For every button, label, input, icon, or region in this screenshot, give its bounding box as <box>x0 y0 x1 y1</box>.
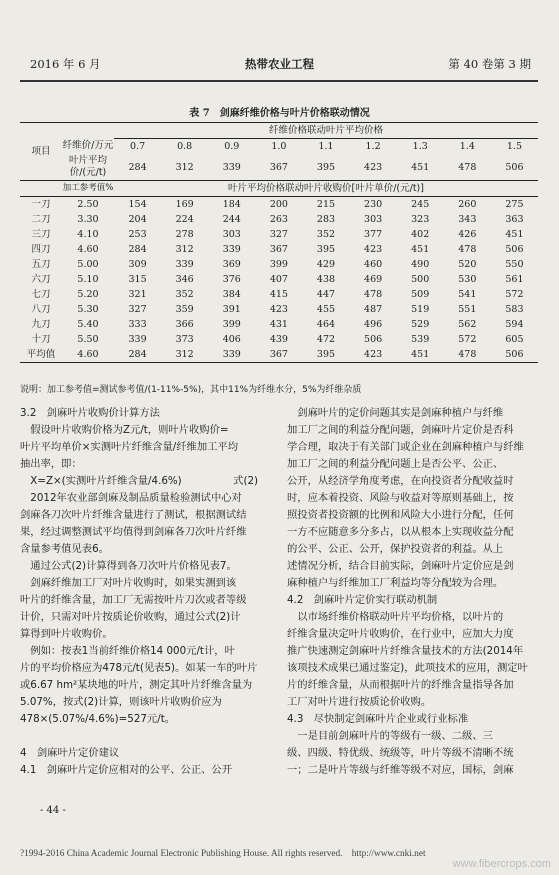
page-number: - 44 - <box>40 805 66 816</box>
table-row <box>20 332 538 347</box>
paragraph-line: 剑麻纤维加工厂对叶片收购时，如果实测到该 <box>20 577 237 589</box>
price-cell: 359 <box>175 304 194 315</box>
price-cell: 429 <box>316 259 336 270</box>
row-label: 五刀 <box>31 259 51 270</box>
left-column <box>20 405 278 779</box>
table-row <box>20 257 538 272</box>
paragraph-line: 加工厂之间的利益分配问题，剑麻叶片定价是否科 <box>287 424 514 436</box>
price-cell: 244 <box>222 214 241 225</box>
ref-value: 5.20 <box>77 289 99 300</box>
price-cell: 391 <box>222 304 241 315</box>
row-label: 一刀 <box>31 199 51 210</box>
leaf-avg-price: 312 <box>175 161 194 173</box>
price-cell: 339 <box>128 334 147 345</box>
price-cell: 303 <box>222 229 241 240</box>
section-heading: 4.3 尽快制定剑麻叶片企业或行业标准 <box>287 713 469 725</box>
price-cell: 200 <box>269 199 288 210</box>
price-cell: 369 <box>222 259 241 270</box>
price-table <box>20 122 538 363</box>
paragraph-line: 抽出率，即： <box>20 458 82 470</box>
price-cell: 407 <box>269 274 288 285</box>
paragraph-line: 果，经过调整测试平均值得到剑麻各刀次叶片纤维 <box>20 526 247 538</box>
row-label: 三刀 <box>31 229 51 240</box>
price-cell: 399 <box>269 259 288 270</box>
price-cell: 506 <box>364 334 383 345</box>
price-cell: 451 <box>411 244 430 255</box>
paragraph-line: 算得到叶片收购价。 <box>20 628 113 640</box>
price-cell: 500 <box>411 274 430 285</box>
leaf-avg-price: 284 <box>128 161 147 173</box>
price-cell: 530 <box>458 274 477 285</box>
row-label: 六刀 <box>31 274 51 285</box>
leaf-avg-price: 423 <box>364 161 383 173</box>
price-cell: 506 <box>505 244 524 255</box>
price-cell: 455 <box>316 304 336 315</box>
table-caption: 表 7 剑麻纤维价格与叶片价格联动情况 <box>189 108 370 119</box>
paragraph-line: 或6.67 hm²某块地的叶片，测定其叶片纤维含量为 <box>20 679 253 691</box>
row-label: 四刀 <box>31 244 51 255</box>
price-cell: 426 <box>458 229 477 240</box>
price-cell: 423 <box>269 304 288 315</box>
leaf-avg-price: 367 <box>269 161 288 173</box>
price-cell: 478 <box>364 289 383 300</box>
price-cell: 343 <box>458 214 477 225</box>
price-cell: 472 <box>316 334 336 345</box>
paragraph-line: 麻种植户与纤维加工厂利益均等分配较为合理。 <box>287 577 504 589</box>
price-cell: 438 <box>316 274 336 285</box>
paragraph-line: 该项技术成果已通过鉴定)，此项技术的应用，测定叶 <box>287 662 528 674</box>
price-cell: 323 <box>411 214 430 225</box>
price-cell: 376 <box>222 274 241 285</box>
section-heading: 4 剑麻叶片定价建议 <box>20 747 120 759</box>
table-row <box>20 212 538 227</box>
price-cell: 395 <box>316 244 336 255</box>
price-cell: 339 <box>208 347 255 363</box>
paragraph-line: 述情况分析，结合目前实际，剑麻叶片定价应是剑 <box>287 560 514 572</box>
price-cell: 283 <box>316 214 336 225</box>
fiber-price: 0.7 <box>130 141 146 152</box>
ref-value: 4.60 <box>62 347 114 363</box>
copyright-footer: ?1994-2016 China Academic Journal Electronic Publishing House. All rights reserved. http://www.cnki.net <box>20 849 426 859</box>
fiber-price-label: 纤维价/万元 <box>62 140 114 152</box>
price-cell: 230 <box>364 199 383 210</box>
paragraph-line: 一；二是叶片等级与纤维等级不对应，国标，剑麻 <box>287 764 514 776</box>
ref-value: 4.60 <box>77 244 99 255</box>
price-cell: 327 <box>128 304 147 315</box>
price-cell: 487 <box>364 304 383 315</box>
table-row <box>20 197 538 213</box>
item-header: 项目 <box>20 123 62 181</box>
price-cell: 460 <box>364 259 383 270</box>
price-cell: 439 <box>269 334 288 345</box>
price-cell: 605 <box>505 334 524 345</box>
table-row <box>20 242 538 257</box>
price-cell: 245 <box>411 199 430 210</box>
fiber-price: 1.0 <box>271 141 287 152</box>
fiber-price: 1.5 <box>506 141 522 152</box>
leaf-avg-price: 478 <box>458 161 477 173</box>
table-row <box>20 317 538 332</box>
table-row <box>20 227 538 242</box>
paragraph-line: X=Z×(实测叶片纤维含量/4.6%) 式(2) <box>20 475 259 487</box>
price-cell: 363 <box>505 214 524 225</box>
fiber-group-header: 纤维价格联动叶片平均价格 <box>114 123 538 139</box>
row-label: 七刀 <box>31 289 51 300</box>
paragraph-line: 剑麻叶片的定价问题其实是剑麻种植户与纤维 <box>287 407 504 419</box>
price-cell: 333 <box>128 319 147 330</box>
paragraph-line: 的公平、公正、公开，保护投资者的利益。从上 <box>287 543 504 555</box>
price-cell: 366 <box>175 319 194 330</box>
paragraph-line: 加工厂之间的利益分配问题上是否公平、公正、 <box>287 458 504 470</box>
paragraph-line: 一是目前剑麻叶片的等级有一级、二级、三 <box>287 730 493 742</box>
header-journal: 热带农业工程 <box>245 57 314 71</box>
row-label: 八刀 <box>31 304 51 315</box>
price-cell: 469 <box>364 274 383 285</box>
price-cell: 399 <box>222 319 241 330</box>
fiber-price: 0.8 <box>177 141 193 152</box>
paragraph-line: 5.07%，按式(2)计算，则该叶片收购价应为 <box>20 696 222 708</box>
price-cell: 583 <box>505 304 524 315</box>
price-cell: 309 <box>128 259 147 270</box>
price-cell: 284 <box>114 347 161 363</box>
price-cell: 377 <box>364 229 383 240</box>
price-cell: 562 <box>458 319 477 330</box>
section-heading: 4.1 剑麻叶片定价应相对的公平、公正、公开 <box>20 764 233 776</box>
price-cell: 529 <box>411 319 430 330</box>
price-cell: 204 <box>128 214 147 225</box>
price-cell: 539 <box>411 334 430 345</box>
price-cell: 402 <box>411 229 430 240</box>
ref-value: 5.10 <box>77 274 99 285</box>
right-column <box>287 405 545 779</box>
paragraph-line: 2012年农业部剑麻及制品质量检验测试中心对 <box>20 492 242 504</box>
watermark: www.fibercrops.com <box>452 858 551 870</box>
price-cell: 506 <box>491 347 538 363</box>
price-cell: 253 <box>128 229 147 240</box>
price-cell: 184 <box>222 199 241 210</box>
header-rule <box>20 80 538 82</box>
price-cell: 572 <box>458 334 477 345</box>
price-cell: 423 <box>350 347 397 363</box>
paragraph-line: 478×(5.07%/4.6%)=527元/t。 <box>20 713 176 725</box>
price-cell: 327 <box>269 229 288 240</box>
paragraph-line: 片的平均价格应为478元/t(见表5)。如某一车的叶片 <box>20 662 258 674</box>
price-cell: 339 <box>222 244 241 255</box>
price-cell: 406 <box>222 334 241 345</box>
leaf-avg-price: 339 <box>222 161 241 173</box>
fiber-price: 1.3 <box>412 141 428 152</box>
table-row <box>20 287 538 302</box>
paragraph-line: 片的纤维含量，从而根据叶片的纤维含量指导各加 <box>287 679 514 691</box>
paragraph-line: 纤维含量决定叶片收购价，在行业中，应加大力度 <box>287 628 514 640</box>
paragraph-line <box>20 728 278 745</box>
leaf-avg-price: 395 <box>316 161 336 173</box>
ref-value: 5.30 <box>77 304 99 315</box>
price-cell: 594 <box>505 319 524 330</box>
table-row <box>20 302 538 317</box>
price-cell: 509 <box>411 289 430 300</box>
price-cell: 415 <box>269 289 288 300</box>
price-cell: 321 <box>128 289 147 300</box>
fiber-price: 1.4 <box>459 141 475 152</box>
ref-value: 5.00 <box>77 259 99 270</box>
price-cell: 464 <box>316 319 336 330</box>
price-cell: 367 <box>269 244 288 255</box>
ref-label: 加工参考值% <box>62 181 114 197</box>
price-cell: 490 <box>411 259 430 270</box>
header-date: 2016 年 6 月 <box>30 57 101 71</box>
price-cell: 284 <box>128 244 147 255</box>
row-label: 九刀 <box>31 319 51 330</box>
paragraph-line: 通过公式(2)计算得到各刀次叶片价格见表7。 <box>20 560 237 572</box>
price-cell: 303 <box>364 214 383 225</box>
price-cell: 550 <box>505 259 524 270</box>
paragraph-line: 学合理，取决于有关部门或企业在剑麻种植户与纤维 <box>287 441 524 453</box>
table-note: 说明：加工参考值=测试参考值/(1-11%-5%)，其中11%为纤维水分，5%为纤维杂质 <box>20 385 362 395</box>
table-row <box>20 272 538 287</box>
price-cell: 451 <box>505 229 524 240</box>
paragraph-line: 照投资者投资额的比例和风险大小进行分配，任何 <box>287 509 514 521</box>
price-cell: 260 <box>458 199 477 210</box>
ref-value: 4.10 <box>77 229 99 240</box>
table-row <box>20 347 538 363</box>
price-cell: 224 <box>175 214 194 225</box>
price-cell: 263 <box>269 214 288 225</box>
leaf-avg-price: 451 <box>411 161 430 173</box>
paragraph-line: 级、四级、特优级、统级等，叶片等级不清晰不统 <box>287 747 514 759</box>
price-cell: 275 <box>505 199 524 210</box>
price-cell: 384 <box>222 289 241 300</box>
price-cell: 519 <box>411 304 430 315</box>
paragraph-line: 时，应本着投资、风险与收益对等原则基础上，按 <box>287 492 514 504</box>
price-cell: 572 <box>505 289 524 300</box>
paragraph-line: 例如：按表1当前纤维价格14 000元/t计，叶 <box>20 645 235 657</box>
price-cell: 215 <box>316 199 336 210</box>
paragraph-line: 计价，只需对叶片按质论价收购，通过公式(2)计 <box>20 611 241 623</box>
paragraph-line: 剑麻各刀次叶片纤维含量进行了测试，根据测试结 <box>20 509 247 521</box>
paragraph-line: 推广快速测定剑麻叶片纤维含量技术的方法(2014年 <box>287 645 524 657</box>
ref-value: 5.40 <box>77 319 99 330</box>
price-cell: 551 <box>458 304 477 315</box>
paragraph-line: 工厂对叶片进行按质论价收购。 <box>287 696 432 708</box>
row-label: 平均值 <box>20 347 62 363</box>
price-cell: 478 <box>458 244 477 255</box>
paragraph-line: 假设叶片收购价格为Z元/t，则叶片收购价= <box>20 424 229 436</box>
ref-value: 2.50 <box>77 199 99 210</box>
paragraph-line: 公开，从经济学角度考虑，在向投资者分配收益时 <box>287 475 514 487</box>
price-cell: 478 <box>444 347 491 363</box>
price-cell: 395 <box>302 347 349 363</box>
price-cell: 447 <box>316 289 336 300</box>
ref-value: 3.30 <box>77 214 99 225</box>
price-cell: 278 <box>175 229 194 240</box>
price-cell: 373 <box>175 334 194 345</box>
paragraph-line: 叶片的纤维含量，加工厂无需按叶片刀次或者等级 <box>20 594 247 606</box>
fiber-price: 0.9 <box>224 141 240 152</box>
header-issue: 第 40 卷第 3 期 <box>448 57 531 71</box>
price-cell: 451 <box>397 347 444 363</box>
paragraph-line: 以市场纤维价格联动叶片平均价格，以叶片的 <box>287 611 504 623</box>
fiber-price: 1.2 <box>365 141 381 152</box>
price-cell: 352 <box>175 289 194 300</box>
price-cell: 367 <box>255 347 302 363</box>
section-heading: 4.2 剑麻叶片定价实行联动机制 <box>287 594 438 606</box>
leaf-price-label: 叶片平均价/(元/t) <box>68 155 107 178</box>
price-cell: 315 <box>128 274 147 285</box>
price-cell: 312 <box>175 244 194 255</box>
price-cell: 339 <box>175 259 194 270</box>
ref-value: 5.50 <box>77 334 99 345</box>
price-cell: 312 <box>161 347 208 363</box>
ref-group-header: 叶片平均价格联动叶片收购价[叶片单价/(元/t)] <box>114 181 538 197</box>
price-cell: 352 <box>316 229 336 240</box>
price-cell: 496 <box>364 319 383 330</box>
leaf-avg-price: 506 <box>505 161 524 173</box>
price-cell: 520 <box>458 259 477 270</box>
paragraph-line: 含量参考值见表6。 <box>20 543 109 555</box>
section-heading: 3.2 剑麻叶片收购价计算方法 <box>20 407 160 419</box>
price-cell: 541 <box>458 289 477 300</box>
fiber-price: 1.1 <box>318 141 334 152</box>
price-cell: 346 <box>175 274 194 285</box>
price-cell: 431 <box>269 319 288 330</box>
price-cell: 169 <box>175 199 194 210</box>
price-cell: 423 <box>364 244 383 255</box>
row-label: 二刀 <box>31 214 51 225</box>
row-label: 十刀 <box>31 334 51 345</box>
paragraph-line: 叶片平均单价×实测叶片纤维含量/纤维加工平均 <box>20 441 239 453</box>
paragraph-line: 一方不应随意多分多占，以从根本上实现收益分配 <box>287 526 514 538</box>
price-cell: 154 <box>128 199 147 210</box>
price-cell: 561 <box>505 274 524 285</box>
